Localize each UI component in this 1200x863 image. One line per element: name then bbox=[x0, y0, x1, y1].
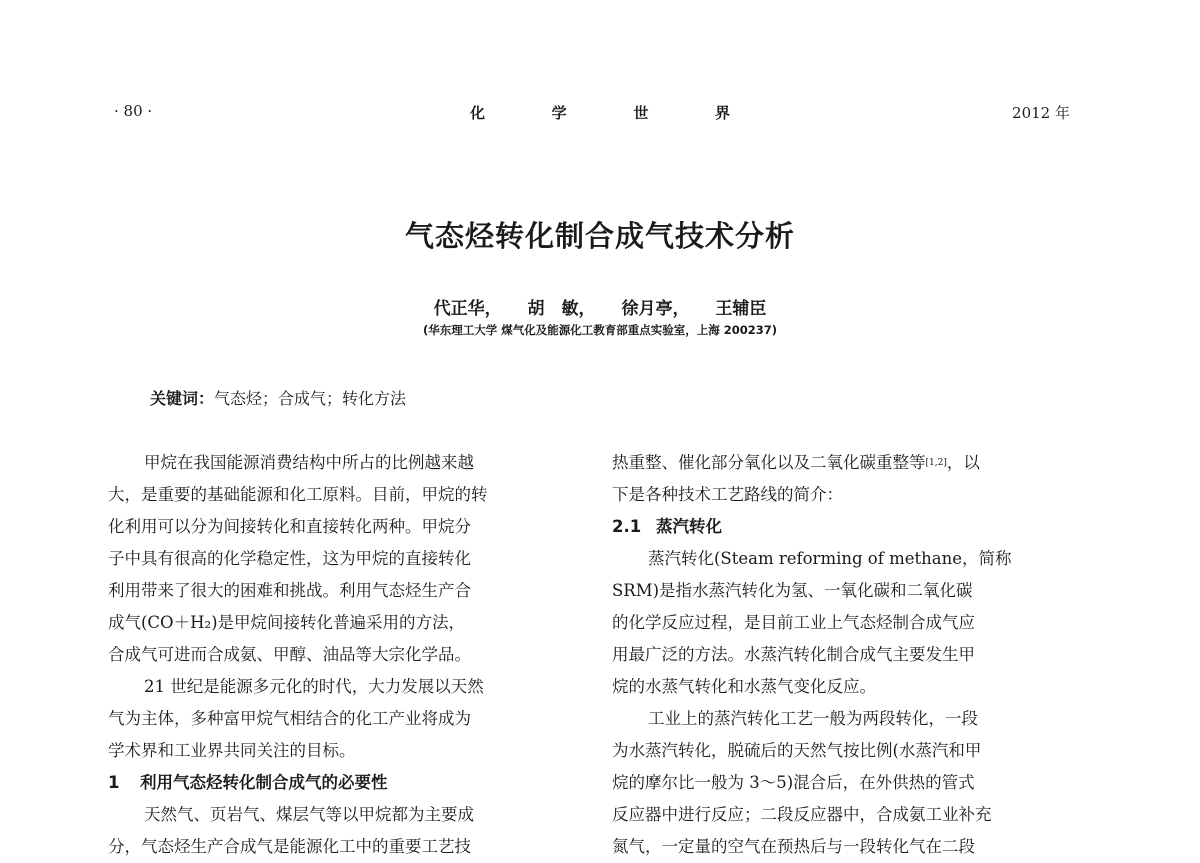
keywords-text: 气态烃；合成气；转化方法 bbox=[214, 389, 407, 408]
text-line: 为水蒸汽转化，脱硫后的天然气按比例(水蒸汽和甲 bbox=[612, 741, 982, 760]
text-span: 热重整、催化部分氧化以及二氧化碳重整等 bbox=[612, 453, 926, 472]
text-line: 成气(CO＋H₂)是甲烷间接转化普遍采用的方法， bbox=[108, 613, 466, 632]
text-line: 子中具有很高的化学稳定性，这为甲烷的直接转化 bbox=[108, 549, 471, 568]
text-span: ，以 bbox=[946, 453, 980, 472]
text-line: 分，气态烃生产合成气是能源化工中的重要工艺技 bbox=[108, 837, 471, 856]
text-line bbox=[612, 447, 1082, 479]
text-line: 烷的摩尔比一般为 3～5)混合后，在外供热的管式 bbox=[612, 773, 975, 792]
text-line: 用最广泛的方法。水蒸汽转化制合成气主要发生甲 bbox=[612, 645, 975, 664]
text-line: 天然气、页岩气、煤层气等以甲烷都为主要成 bbox=[144, 805, 474, 824]
text-line: 反应器中进行反应；二段反应器中，合成氨工业补充 bbox=[612, 805, 992, 824]
article-title: 气态烃转化制合成气技术分析 bbox=[404, 219, 795, 253]
text-line: 工业上的蒸汽转化工艺一般为两段转化，一段 bbox=[648, 709, 978, 728]
journal-char: 世 bbox=[633, 104, 649, 122]
text-line: 氮气，一定量的空气在预热后与一段转化气在二段 bbox=[612, 837, 975, 856]
journal-char: 界 bbox=[714, 104, 730, 122]
text-line: 合成气可进而合成氨、甲醇、油品等大宗化学品。 bbox=[108, 645, 471, 664]
journal-name bbox=[470, 102, 730, 123]
section-title: 蒸汽转化 bbox=[656, 517, 722, 536]
text-line: 化利用可以分为间接转化和直接转化两种。甲烷分 bbox=[108, 517, 471, 536]
journal-char: 学 bbox=[551, 104, 567, 122]
author: 代正华， bbox=[433, 299, 502, 319]
keywords bbox=[150, 386, 406, 409]
text-line: 烷的水蒸气转化和水蒸气变化反应。 bbox=[612, 677, 876, 696]
author: 胡 敏， bbox=[527, 299, 596, 319]
section-heading-2-1 bbox=[612, 511, 1082, 543]
affiliation: (华东理工大学 煤气化及能源化工教育部重点实验室，上海 200237) bbox=[422, 323, 778, 337]
right-column bbox=[612, 447, 1082, 863]
text-line: 学术界和工业界共同关注的目标。 bbox=[108, 741, 356, 760]
page-number: · 80 · bbox=[114, 102, 153, 120]
text-line: SRM)是指水蒸汽转化为氢、一氧化碳和二氧化碳 bbox=[612, 581, 973, 600]
text-line: 大，是重要的基础能源和化工原料。目前，甲烷的转 bbox=[108, 485, 488, 504]
author-list bbox=[0, 294, 1200, 319]
text-line: 气为主体，多种富甲烷气相结合的化工产业将成为 bbox=[108, 709, 471, 728]
text-line: 利用带来了很大的困难和挑战。利用气态烃生产合 bbox=[108, 581, 471, 600]
journal-char: 化 bbox=[470, 104, 486, 122]
author: 王辅臣 bbox=[715, 299, 767, 319]
section-title: 利用气态烃转化制合成气的必要性 bbox=[140, 773, 388, 792]
text-line: 蒸汽转化(Steam reforming of methane，简称 bbox=[648, 549, 1012, 568]
text-line: 下是各种技术工艺路线的简介： bbox=[612, 485, 843, 504]
keywords-label: 关键词： bbox=[150, 389, 215, 408]
section-heading-1 bbox=[108, 767, 578, 799]
text-line: 的化学反应过程，是目前工业上气态烃制合成气应 bbox=[612, 613, 975, 632]
left-column bbox=[108, 447, 578, 863]
author: 徐月亭， bbox=[621, 299, 690, 319]
citation: [1,2] bbox=[925, 458, 947, 468]
section-number: 2.1 bbox=[612, 517, 642, 536]
text-line: 甲烷在我国能源消费结构中所占的比例越来越 bbox=[144, 453, 474, 472]
publication-year: 2012 年 bbox=[1012, 104, 1070, 122]
section-number: 1 bbox=[108, 773, 120, 792]
text-line: 21 世纪是能源多元化的时代，大力发展以天然 bbox=[144, 677, 484, 696]
